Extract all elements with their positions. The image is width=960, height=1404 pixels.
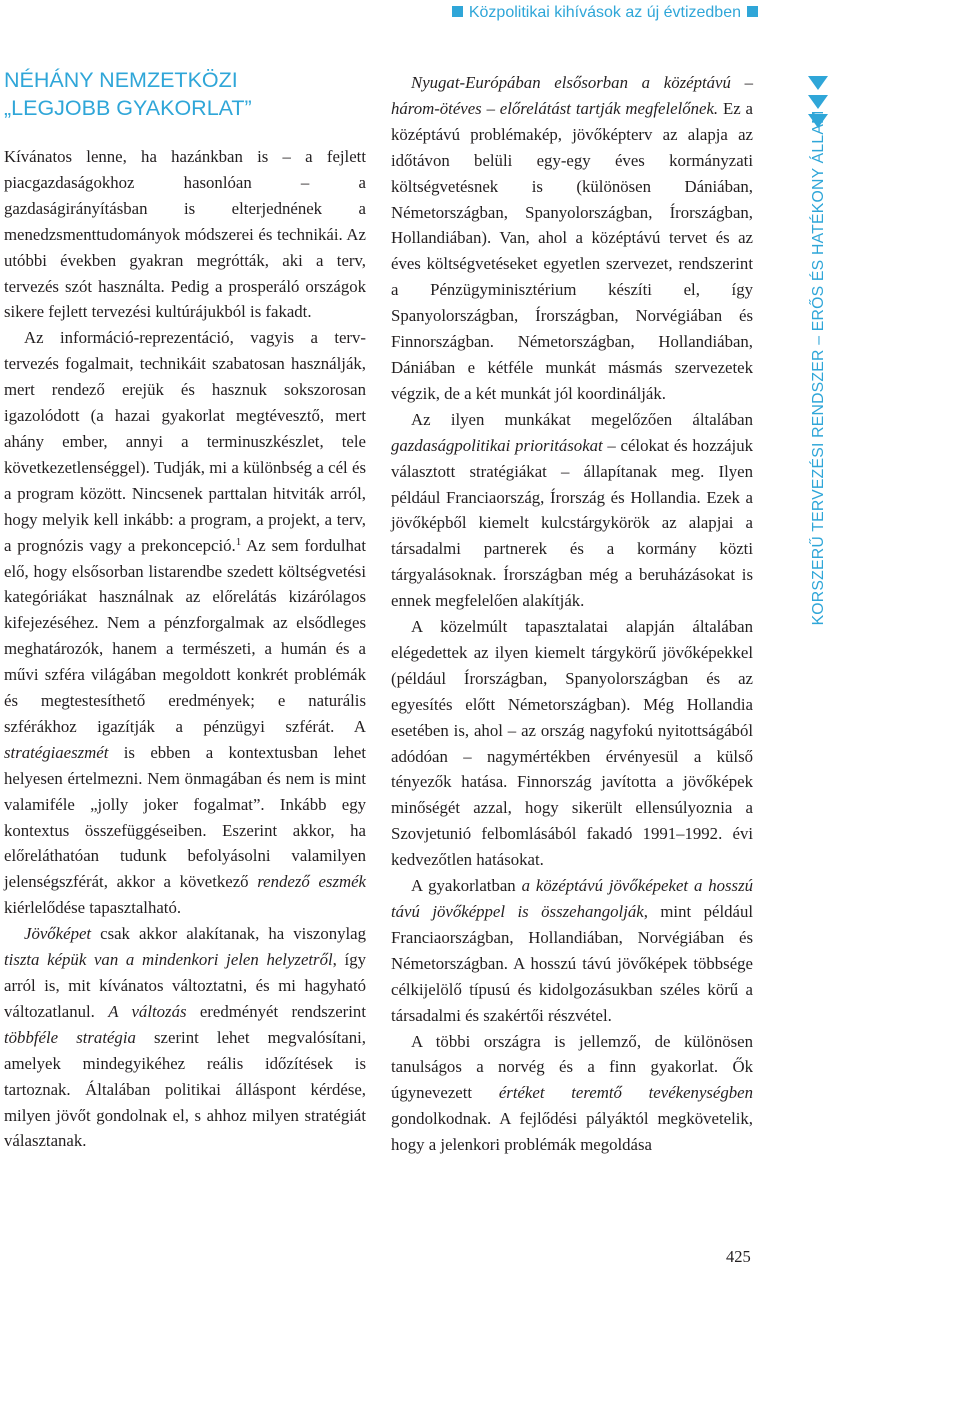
paragraph-text: kiérlelődése tapasztalható.	[4, 898, 182, 918]
footnote-marker: 1	[235, 535, 242, 548]
paragraph-text: A közelmúlt tapasztalatai alapján általában elégedettek az ilyen kiemelt tárgykörű jövőképekkel (például Írországban, Spanyolországban és az egyesítés előtt Németországban). Még Hollandia esetében is, ahol – az ország nagyfokú nyitottságából adódóan – nagymértékben érvényesül a külső tényezők hatása. Finnország javította a jövőképek minőségét azzal, hogy sikerült ellensúlyoznia a Szovjetunió felbomlásából fakadó 1991–1992. évi kedvezőtlen hatásokat.	[391, 617, 753, 870]
left-column	[4, 144, 366, 1154]
paragraph-text: csak akkor alakítanak, ha viszonylag	[91, 924, 366, 944]
paragraph-text: Az információ-reprezentáció, vagyis a terv-tervezés fogalmait, technikáit szabatosan használják, mert rendező erejük és hasznuk sokszorosan igazolódott (a hazai gyakorlat megtévesztő, mert ahány ember, annyi a terminuszkészlet, tele következetlenséggel). Tudják, mi a különbség a cél és a program között. Nincsenek parttalan hitviták arról, hogy melyik kell inkább: a program, a projekt, a terv, a prognózis vagy a prekoncepció.	[4, 328, 366, 555]
emphasis: stratégiaeszmét	[4, 742, 109, 762]
section-title-line2: „LEGJOBB GYAKORLAT”	[4, 96, 252, 120]
square-bullet-icon	[747, 6, 758, 17]
square-bullet-icon	[452, 6, 463, 17]
paragraph	[391, 873, 753, 1028]
paragraph-text: , mint például Franciaországban, Hollandiában, Norvégiában és Németországban. A hosszú távú jövőképek többsége célkijelölő típusú és kidolgozásukban széles körű a társadalmi és szakértői részvétel.	[391, 902, 754, 1025]
paragraph	[391, 1029, 753, 1159]
paragraph	[391, 407, 753, 614]
section-title-line1: NÉHÁNY NEMZETKÖZI	[4, 68, 238, 92]
paragraph	[391, 70, 753, 407]
paragraph-text: A gyakorlatban	[411, 876, 522, 896]
paragraph-text: is ebben a kontextusban lehet helyesen értelmezni. Nem önmagában és nem is mint valamiféle „jolly joker fogalmat”. Inkább egy kontextus összefüggéseiben. Eszerint akkor, ha előreláthatóan tudunk befolyásolni valamilyen jelenségszférát, akkor a következő	[4, 742, 366, 892]
paragraph-text: szerint lehet megvalósítani, amelyek mindegyikéhez reális időzítések is tartoznak. Általában politikai álláspont kérdése, milyen jövőt gondolnak el, s ahhoz milyen stratégiát választanak.	[4, 1027, 366, 1151]
emphasis: többféle stratégia	[4, 1027, 136, 1047]
paragraph	[391, 614, 753, 873]
paragraph-text: Az sem fordulhat elő, hogy elsősorban listarendbe szedett költségvetési kategóriákat használnak az előrelátás kizárólagos kifejezéséhez. Nem a pénzforgalmak az elsődleges meghatározók, hanem a természeti, a humán és a művi szféra világában megoldott konkrét problémák és megtestesíthető eredmények; e naturális szférákhoz igazítják a pénzügyi szférát. A	[4, 535, 366, 736]
paragraph	[4, 144, 366, 325]
paragraph-text: eredményét rendszerint	[186, 1001, 366, 1021]
emphasis: tiszta képük van a mindenkori jelen helyzetről	[4, 950, 333, 970]
vertical-section-label: KORSZERŰ TERVEZÉSI RENDSZER – ERŐS ÉS HATÉKONY ÁLLAM	[810, 110, 827, 626]
emphasis: Nyugat-Európában elsősorban a középtávú – három-ötéves – előrelátást tartják megfelelőnek.	[391, 73, 753, 118]
emphasis: rendező eszmék	[257, 872, 366, 892]
paragraph-text: , így arról is, mit kívánatos változtatni, és mi hagyható változatlanul.	[4, 950, 367, 1021]
triangle-down-icon	[808, 76, 828, 90]
paragraph-text: gondolkodnak. A fejlődési pályáktól megkövetelik, hogy a jelenkori problémák megoldása	[391, 1109, 753, 1155]
paragraph	[4, 921, 366, 1154]
running-head	[446, 2, 764, 24]
paragraph-text: – célokat és hozzájuk választott stratégiákat – állapítanak meg. Ilyen például Franciaország, Írország és Hollandia. Ezek a jövőképből kiemelt kulcstárgykörök az alapjai a társadalmi partnerek és a kormány közti tárgyalásoknak. Írországban még a beruházásokat is ennek megfelelően alakítják.	[391, 435, 753, 611]
running-title: Közpolitikai kihívások az új évtizedben	[468, 4, 741, 21]
paragraph-text: A többi országra is jellemző, de különösen tanulságos a norvég és a finn gyakorlat. Ők úgynevezett	[391, 1031, 753, 1103]
paragraph	[4, 325, 366, 921]
emphasis: gazdaságpolitikai prioritásokat	[391, 435, 603, 455]
paragraph-text: Ez a középtávú problémakép, jövőképterv az alapja az időtávon belüli egy-egy éves kormányzati költségvetésnek is (különösen Dániában, Németországban, Spanyolországban, Írországban, Hollandiában). Van, ahol a középtávú tervet és az éves költségvetéseket egyetlen szervezet, rendszerint a Pénzügyminisztérium készíti el, így Spanyolországban, Írországban, Norvégiában és Finnországban. Németországban, Hollandiában, Dániában e kétféle munkát másmás szervezetek végzik, de a két munkát jól koordinálják.	[391, 98, 753, 403]
emphasis: értéket teremtő tevékenységben	[498, 1083, 753, 1103]
section-title	[4, 66, 364, 122]
right-column	[391, 70, 753, 1158]
emphasis: a középtávú jövőképeket a hosszú távú jövőképpel is összehangolják	[391, 876, 753, 921]
emphasis: Jövőképet	[24, 924, 92, 944]
page-number: 425	[726, 1247, 751, 1266]
emphasis: A változás	[108, 1001, 187, 1021]
paragraph-text: Kívánatos lenne, ha hazánkban is – a fejlett piacgazdaságokhoz hasonlóan – a gazdaságirányításban is elterjednének a menedzsmenttudományok módszerei és technikái. Az utóbbi években gyakran megrótták, aki a terv, tervezés szót használta. Pedig a prosperáló országok sikere fejlett tervezési kultúrájukból is fakadt.	[4, 147, 366, 322]
triangle-down-icon	[808, 95, 828, 109]
paragraph-text: Az ilyen munkákat megelőzően általában	[411, 409, 753, 429]
